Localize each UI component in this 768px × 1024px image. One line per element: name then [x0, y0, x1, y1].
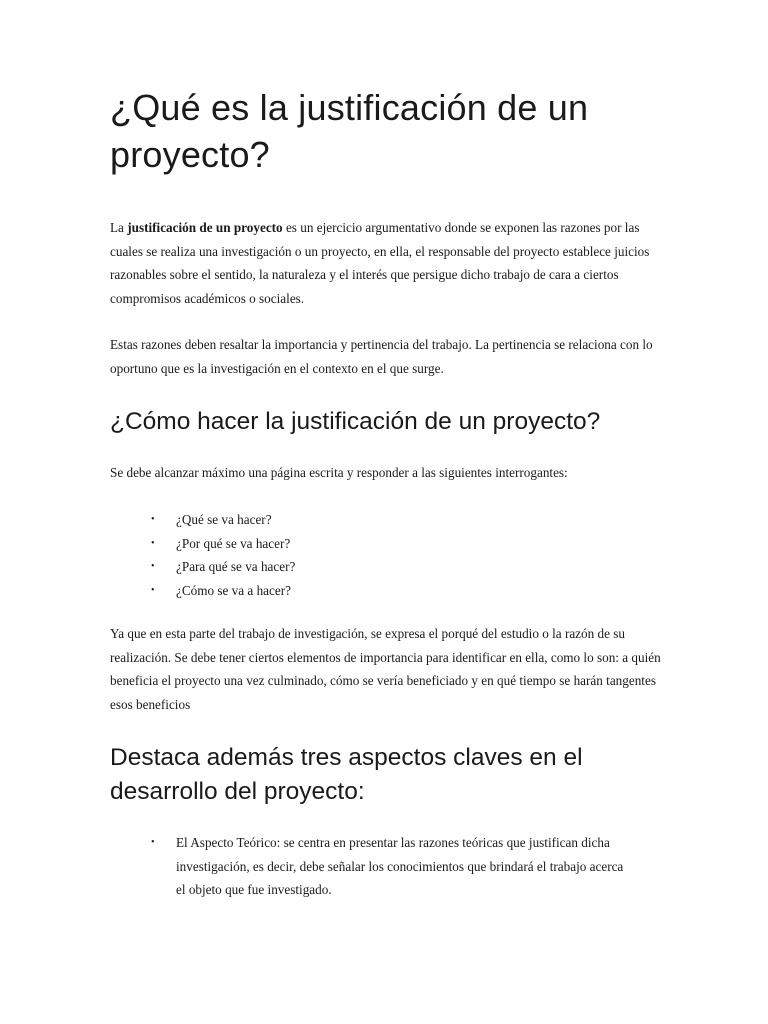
bullet-icon: • — [151, 514, 155, 525]
list-item — [150, 579, 650, 603]
list-item — [150, 831, 630, 902]
question-text: ¿Por qué se va hacer? — [176, 535, 291, 551]
intro-paragraph — [110, 216, 670, 310]
intro-lead: La — [110, 220, 128, 235]
intro-rest: es un ejercicio argumentativo donde se exponen las razones por las cuales se realiza una investigación o un proyecto, en ella, el responsable del proyecto establece juicios razonables sobre el sentido, la naturaleza y el interés que persigue dicho trabajo de cara a ciertos compromisos académicos o sociales. — [110, 220, 650, 306]
aspects-heading: Destaca además tres aspectos claves en el desarrollo del proyecto: — [110, 744, 583, 805]
questions-list — [150, 508, 650, 602]
bullet-icon: • — [151, 561, 155, 572]
how-to-heading: ¿Cómo hacer la justificación de un proyecto? — [110, 408, 601, 435]
list-item — [150, 508, 650, 532]
intro-bold-term: justificación de un proyecto — [127, 220, 283, 235]
bullet-icon: • — [151, 584, 155, 596]
aspects-list — [150, 831, 630, 902]
bullet-icon: • — [151, 837, 155, 848]
relevance-paragraph: Estas razones deben resaltar la importancia y pertinencia del trabajo. La pertinencia se relaciona con lo oportuno que es la investigación en el contexto en el que surge. — [110, 337, 653, 376]
purpose-paragraph: Ya que en esta parte del trabajo de investigación, se expresa el porqué del estudio o la razón de su realización. Se debe tener ciertos elementos de importancia para identificar en ella, como lo son: a quién beneficia el proyecto una vez culminado, cómo se vería beneficiado y en qué tiempo se harán tangentes esos beneficios — [110, 626, 661, 712]
bullet-icon: • — [151, 537, 155, 549]
aspect-text: El Aspecto Teórico: se centra en presentar las razones teóricas que justifican dicha investigación, es decir, debe señalar los conocimientos que brindará el trabajo acerca el objeto que fue investigado. — [176, 835, 624, 897]
page-title: ¿Qué es la justificación de un proyecto? — [110, 87, 589, 175]
question-text: ¿Para qué se va hacer? — [176, 559, 296, 574]
list-item — [150, 555, 650, 579]
list-item — [150, 532, 650, 556]
instructions-paragraph: Se debe alcanzar máximo una página escrita y responder a las siguientes interrogantes: — [110, 465, 568, 480]
question-text: ¿Cómo se va a hacer? — [176, 582, 291, 598]
question-text: ¿Qué se va hacer? — [176, 512, 272, 527]
